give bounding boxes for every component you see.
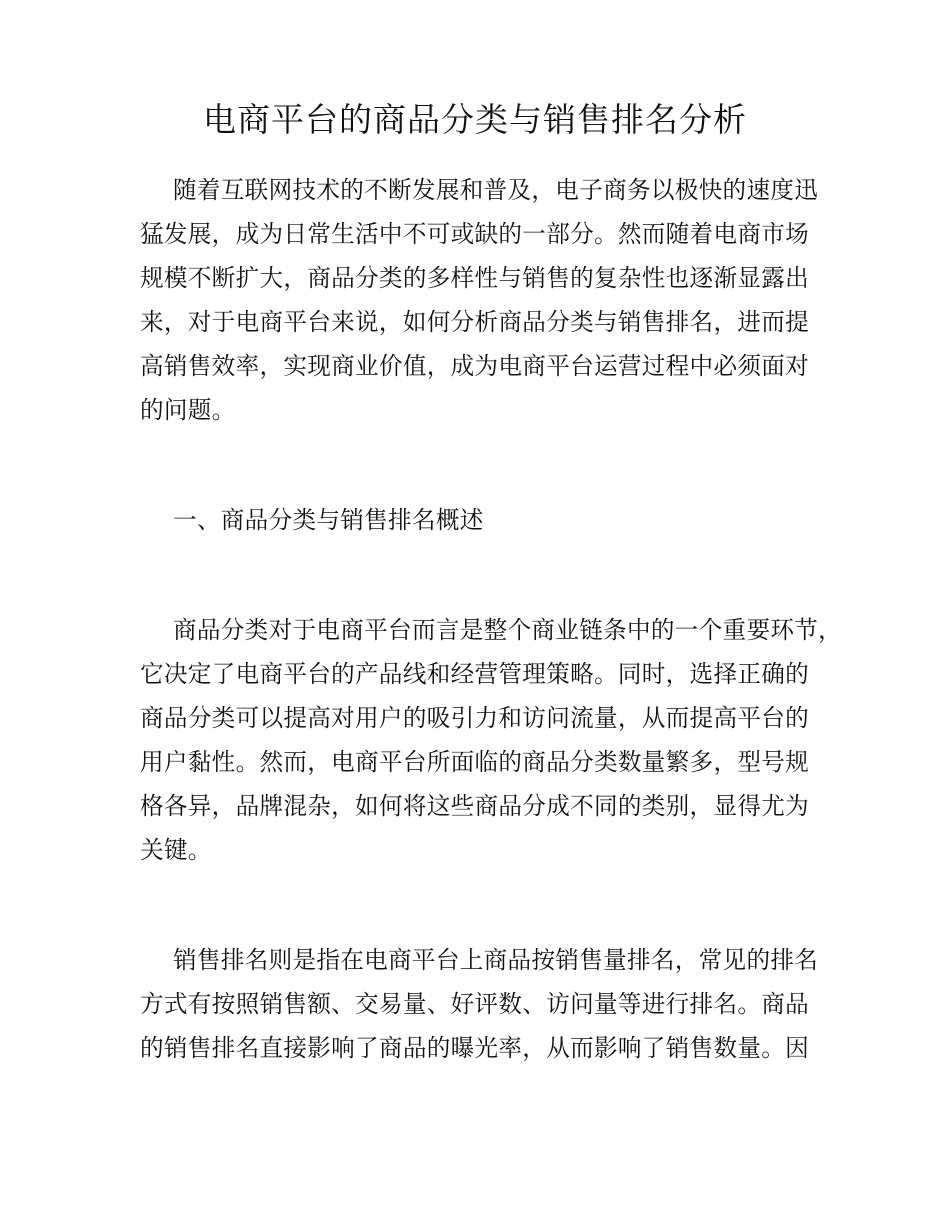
paragraph-1-line-4: 来，对于电商平台来说，如何分析商品分类与销售排名，进而提	[140, 308, 810, 336]
paragraph-1-line-5: 高销售效率，实现商业价值，成为电商平台运营过程中必须面对	[140, 352, 810, 380]
paragraph-2-line-3: 商品分类可以提高对用户的吸引力和访问流量，从而提高平台的	[140, 704, 810, 732]
document-title: 电商平台的商品分类与销售排名分析	[203, 100, 747, 139]
paragraph-1-line-1: 随着互联网技术的不断发展和普及，电子商务以极快的速度迅	[173, 176, 819, 204]
section-heading: 一、商品分类与销售排名概述	[173, 506, 484, 534]
paragraph-2-line-6: 关键。	[140, 836, 212, 864]
paragraph-1-line-2: 猛发展，成为日常生活中不可或缺的一部分。然而随着电商市场	[140, 220, 810, 248]
paragraph-3-line-1: 销售排名则是指在电商平台上商品按销售量排名，常见的排名	[173, 946, 819, 974]
paragraph-2-line-5: 格各异，品牌混杂，如何将这些商品分成不同的类别，显得尤为	[140, 792, 810, 820]
paragraph-2-line-2: 它决定了电商平台的产品线和经营管理策略。同时，选择正确的	[140, 660, 810, 688]
paragraph-1-line-3: 规模不断扩大，商品分类的多样性与销售的复杂性也逐渐显露出	[140, 264, 810, 292]
paragraph-3-line-3: 的销售排名直接影响了商品的曝光率，从而影响了销售数量。因	[140, 1034, 810, 1062]
paragraph-2-line-4: 用户黏性。然而，电商平台所面临的商品分类数量繁多，型号规	[140, 748, 810, 776]
paragraph-1-line-6: 的问题。	[140, 396, 236, 424]
paragraph-3-line-2: 方式有按照销售额、交易量、好评数、访问量等进行排名。商品	[140, 990, 810, 1018]
paragraph-2-line-1: 商品分类对于电商平台而言是整个商业链条中的一个重要环节，	[173, 616, 843, 644]
